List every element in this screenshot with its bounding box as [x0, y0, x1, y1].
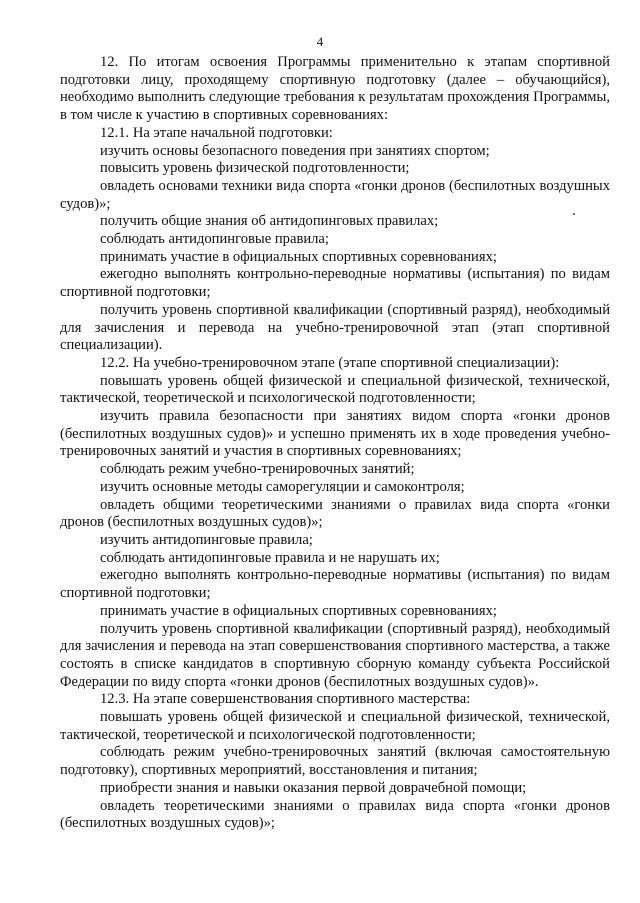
subsection-heading-12-3: 12.3. На этапе совершенствования спортивного мастерства:: [100, 691, 471, 708]
list-item: принимать участие в официальных спортивных соревнованиях;: [100, 248, 497, 265]
list-item: овладеть общими теоретическими знаниями о правилах вида спорта «гонки дронов (беспилотных воздушных судов)»;: [60, 496, 610, 531]
list-item: повышать уровень общей физической и специальной физической, технической, тактической, теоретической и психологической подготовленности;: [60, 372, 610, 407]
list-item: соблюдать антидопинговые правила и не нарушать их;: [100, 549, 440, 566]
list-item: ежегодно выполнять контрольно-переводные нормативы (испытания) по видам спортивной подготовки;: [60, 266, 610, 301]
list-item: изучить основные методы саморегуляции и самоконтроля;: [100, 478, 465, 495]
list-item: повышать уровень общей физической и специальной физической, технической, тактической, теоретической и психологической подготовленности;: [60, 709, 610, 743]
list-item: принимать участие в официальных спортивных соревнованиях;: [100, 602, 497, 619]
list-item: изучить антидопинговые правила;: [100, 531, 313, 548]
document-body: [60, 54, 610, 833]
list-item: получить уровень спортивной квалификации (спортивный разряд), необходимый для зачисления и перевода на этап совершенствования спортивного мастерства, а также состоять в списке кандидатов в спортивную сборную команду субъекта Российской Федерации по виду спорта «гонки дронов (беспилотных воздушных судов)».: [60, 620, 610, 690]
list-item: изучить правила безопасности при занятиях видом спорта «гонки дронов (беспилотных воздушных судов)» и успешно применять их в ходе проведения учебно-тренировочных занятий и участия в спортивных соревнованиях;: [60, 408, 610, 460]
list-item: ежегодно выполнять контрольно-переводные нормативы (испытания) по видам спортивной подготовки;: [60, 567, 610, 602]
list-item: изучить основы безопасного поведения при занятиях спортом;: [100, 142, 490, 159]
list-item: получить общие знания об антидопинговых правилах;: [100, 213, 439, 230]
page-number: 4: [316, 34, 324, 49]
list-item: соблюдать антидопинговые правила;: [100, 231, 329, 248]
paragraph-12-intro: 12. По итогам освоения Программы применительно к этапам спортивной подготовки лицу, проходящему спортивную подготовку (далее – обучающийся), необходимо выполнить следующие требования к результатам прохождения Программы, в том числе к участию в спортивных соревнованиях:: [60, 54, 610, 124]
list-item: овладеть теоретическими знаниями о правилах вида спорта «гонки дронов (беспилотных воздушных судов)»;: [60, 797, 610, 832]
subsection-heading-12-1: 12.1. На этапе начальной подготовки:: [100, 124, 333, 141]
list-item: повысить уровень физической подготовленности;: [100, 160, 410, 177]
list-item: овладеть основами техники вида спорта «гонки дронов (беспилотных воздушных судов)»;: [60, 177, 610, 212]
list-item: соблюдать режим учебно-тренировочных занятий (включая самостоятельную подготовку), спортивных мероприятий, восстановления и питания;: [60, 744, 610, 779]
subsection-heading-12-2: 12.2. На учебно-тренировочном этапе (этапе спортивной специализации):: [100, 354, 560, 371]
list-item: соблюдать режим учебно-тренировочных занятий;: [100, 461, 415, 478]
list-item: получить уровень спортивной квалификации (спортивный разряд), необходимый для зачисления и перевода на учебно-тренировочной этап (этап спортивной специализации).: [60, 301, 610, 354]
list-item: приобрести знания и навыки оказания первой доврачебной помощи;: [100, 779, 527, 796]
